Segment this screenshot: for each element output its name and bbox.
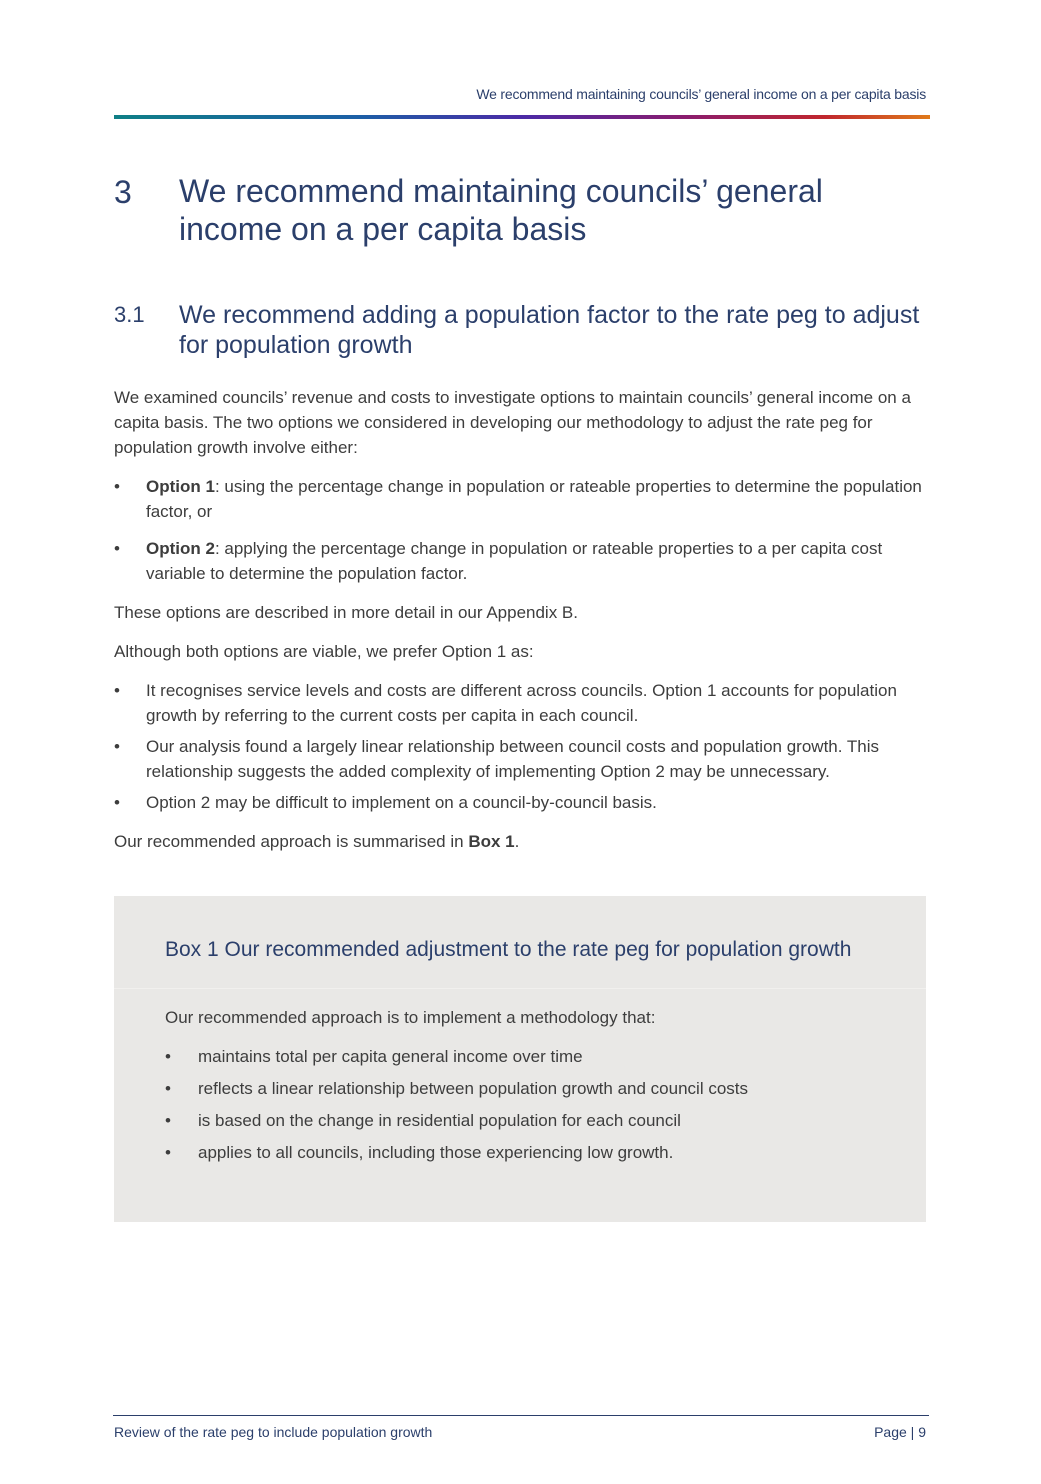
body-copy (114, 385, 930, 868)
bullet-icon: • (165, 1143, 171, 1162)
box-item-text: applies to all councils, including those experiencing low growth. (198, 1143, 674, 1162)
option-text: : applying the percentage change in population or rateable properties to a per capita cost variable to determine the population factor. (146, 539, 883, 583)
chapter-title: We recommend maintaining councils’ general income on a per capita basis (179, 173, 823, 247)
option-label: Option 1 (146, 477, 215, 496)
reason-text: Our analysis found a largely linear relationship between council costs and population growth. This relationship suggests the added complexity of implementing Option 2 may be unnecessary. (146, 737, 880, 781)
option-text: : using the percentage change in population or rateable properties to determine the population factor, or (146, 477, 922, 521)
list-item (165, 1140, 885, 1165)
box-reference: Box 1 (468, 832, 515, 851)
box-body (165, 1005, 885, 1172)
reason-text: Option 2 may be difficult to implement on a council-by-council basis. (146, 793, 657, 812)
footer-rule (113, 1415, 929, 1416)
bullet-icon: • (165, 1111, 171, 1130)
bullet-icon: • (114, 477, 120, 496)
bullet-icon: • (165, 1047, 171, 1066)
list-item (165, 1108, 885, 1133)
appendix-note: These options are described in more detail in our Appendix B. (114, 603, 578, 622)
list-item (114, 536, 930, 586)
box-item-text: maintains total per capita general income over time (198, 1047, 583, 1066)
page-number: Page | 9 (874, 1424, 926, 1440)
option-label: Option 2 (146, 539, 215, 558)
summary-paragraph (114, 829, 930, 854)
bullet-icon: • (114, 737, 120, 756)
list-item (165, 1044, 885, 1069)
bullet-icon: • (114, 539, 120, 558)
list-item (114, 474, 930, 524)
box-divider (114, 988, 926, 989)
section-heading (114, 300, 930, 360)
bullet-icon: • (114, 793, 120, 812)
list-item (114, 790, 930, 815)
chapter-heading (114, 172, 930, 248)
list-item (114, 734, 930, 784)
box-item-text: reflects a linear relationship between population growth and council costs (198, 1079, 748, 1098)
bullet-icon: • (165, 1079, 171, 1098)
reasons-list (114, 678, 930, 815)
box-intro: Our recommended approach is to implement a methodology that: (165, 1008, 656, 1027)
list-item (114, 678, 930, 728)
bullet-icon: • (114, 681, 120, 700)
preference-intro: Although both options are viable, we prefer Option 1 as: (114, 642, 534, 661)
intro-paragraph: We examined councils’ revenue and costs to investigate options to maintain councils’ general income on a capita basis. The two options we considered in developing our methodology to adjust the rate peg for population growth involve either: (114, 388, 911, 457)
running-header: We recommend maintaining councils’ general income on a per capita basis (476, 86, 926, 102)
footer-doc-title: Review of the rate peg to include population growth (114, 1424, 433, 1440)
reason-text: It recognises service levels and costs are different across councils. Option 1 accounts for population growth by referring to the current costs per capita in each council. (146, 681, 897, 725)
section-number: 3.1 (114, 302, 145, 327)
box-list (165, 1044, 885, 1165)
box-item-text: is based on the change in residential population for each council (198, 1111, 681, 1130)
summary-prefix: Our recommended approach is summarised in (114, 832, 469, 851)
chapter-number: 3 (114, 174, 132, 210)
section-title: We recommend adding a population factor to the rate peg to adjust for population growth (179, 301, 920, 359)
list-item (165, 1076, 885, 1101)
options-list (114, 474, 930, 586)
header-gradient-rule (114, 115, 930, 119)
box-title: Box 1 Our recommended adjustment to the rate peg for population growth (165, 938, 852, 961)
summary-suffix: . (514, 832, 520, 851)
